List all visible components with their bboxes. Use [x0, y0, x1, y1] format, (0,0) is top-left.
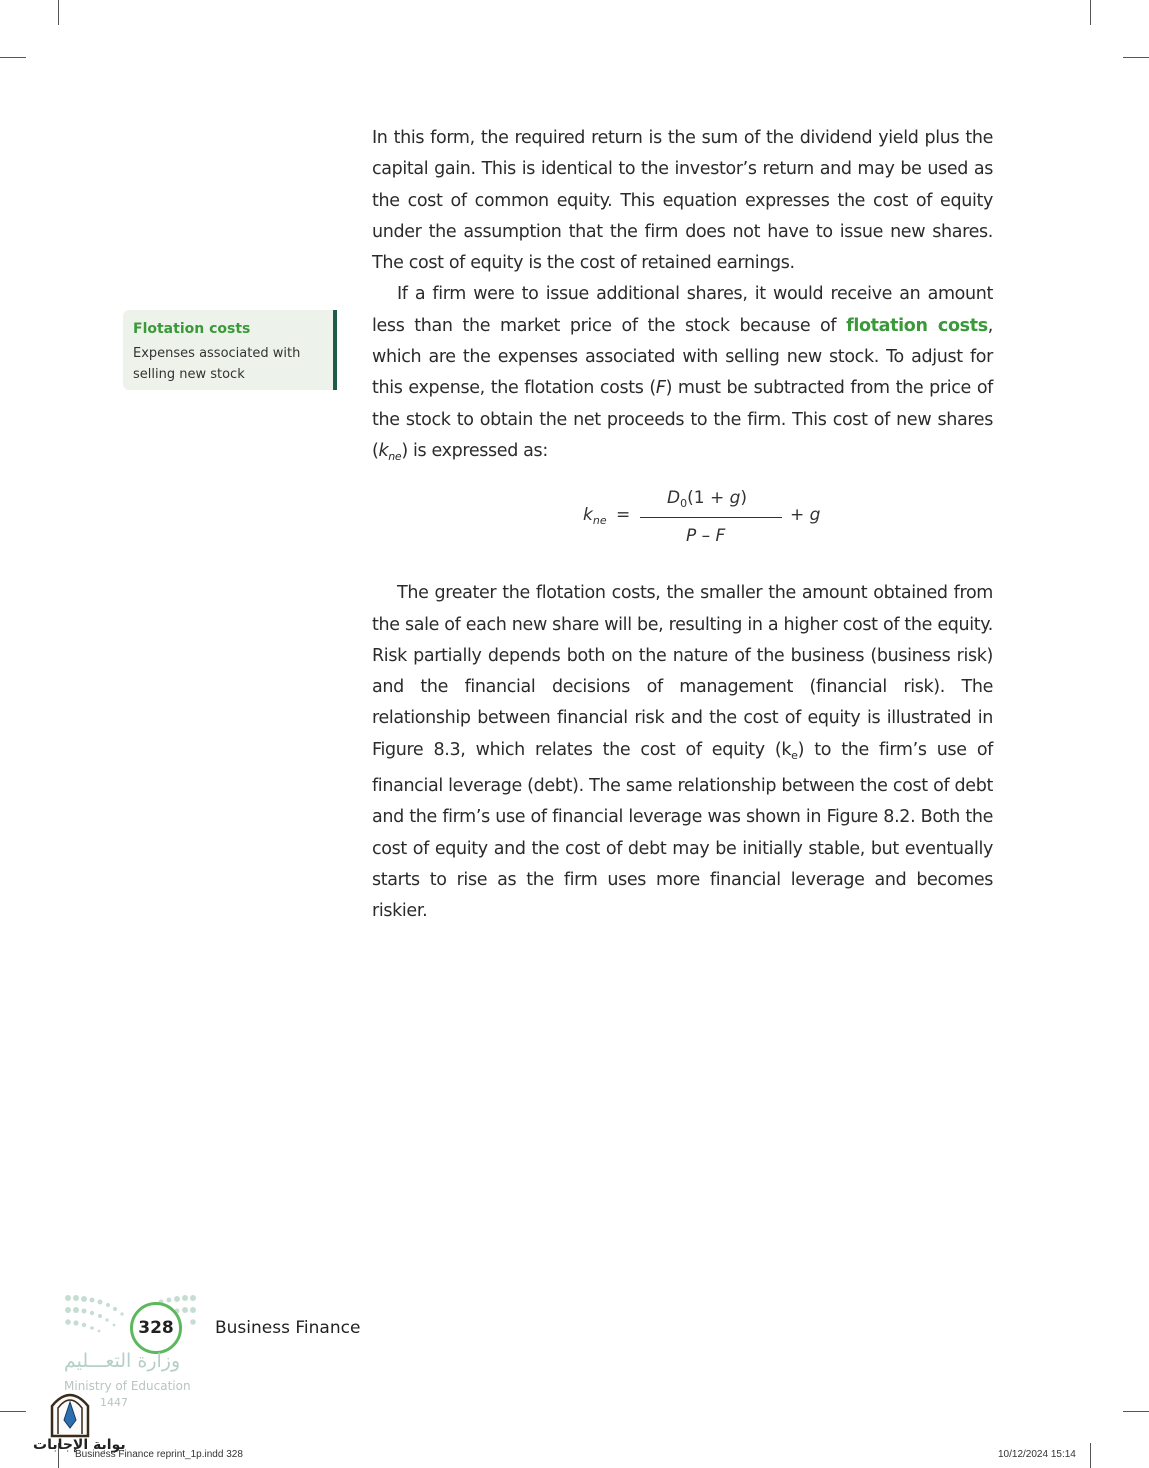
- watermark-text: بوابة الإجابات: [33, 1437, 126, 1453]
- crop-mark-bottom-right: [1090, 1443, 1091, 1468]
- formula-D: D: [667, 488, 681, 508]
- paragraph-3: [372, 578, 993, 927]
- paragraph-2: [372, 279, 993, 472]
- crop-mark-left-top: [0, 57, 26, 58]
- book-title: Business Finance: [215, 1318, 361, 1338]
- formula-equals: =: [616, 505, 631, 525]
- page-number: 328: [130, 1302, 182, 1354]
- formula-fraction-bar: [640, 517, 782, 518]
- formula-denominator: P – F: [686, 526, 726, 546]
- formula-cost-of-new-shares: [580, 482, 840, 552]
- sidebar-desc-line-2: selling new stock: [133, 367, 245, 382]
- formula-num-b: ): [740, 488, 748, 508]
- formula-lhs: [583, 505, 607, 527]
- sidebar-desc-line-1: Expenses associated with: [133, 346, 301, 361]
- paragraph-2-text-d: ) is expressed as:: [401, 440, 548, 461]
- print-slug-file: Business Finance reprint_1p.indd 328: [75, 1449, 243, 1460]
- formula-numerator: [667, 488, 747, 510]
- sidebar-definition: [123, 310, 337, 390]
- ministry-name-arabic: وزارة التعـــليم: [64, 1350, 181, 1372]
- formula-0: 0: [680, 497, 688, 510]
- formula-g: g: [809, 505, 821, 525]
- paragraph-3-text-b: ) to the firm’s use of financial leverage (debt). The same relationship between the cost of debt and the firm’s use of financial leverage was shown in Figure 8.2. Both the cost of equity and the cost of debt may be initially stable, but eventually starts to rise as the firm uses more financial leverage and becomes riskier.: [372, 739, 993, 922]
- subscript-e: e: [791, 748, 798, 762]
- formula-ne: ne: [592, 514, 607, 527]
- sidebar-description: [133, 343, 333, 385]
- sidebar-title: Flotation costs: [133, 321, 251, 337]
- paragraph-1: In this form, the required return is the sum of the dividend yield plus the capital gain. This is identical to the investor’s return and may be used as the cost of common equity. This equation expresses the cost of equity under the assumption that the firm does not have to issue new shares. The cost of equity is the cost of retained earnings.: [372, 128, 993, 274]
- print-slug-date: 10/12/2024 15:14: [998, 1449, 1076, 1460]
- formula-k: k: [583, 505, 593, 525]
- crop-mark-right-bottom: [1123, 1411, 1149, 1412]
- formula-num-g: g: [729, 488, 741, 508]
- subscript-ne: ne: [388, 449, 402, 463]
- crop-mark-right-top: [1123, 57, 1149, 58]
- crop-mark-top-left: [58, 0, 59, 25]
- paragraph-3-text-a: The greater the flotation costs, the smaller the amount obtained from the sale of each new share will be, resulting in a higher cost of the equity. Risk partially depends both on the nature of the business (business risk) and the financial decisions of management (financial risk). The relationship between financial risk and the cost of equity is illustrated in Figure 8.3, which relates the cost of equity (k: [372, 583, 993, 760]
- symbol-k: k: [378, 440, 389, 461]
- paragraph-2-text-c: ) must be subtracted from the price of the stock to obtain the net proceeds to the firm. This cost of new shares (: [372, 378, 993, 461]
- ministry-year: 1447: [100, 1396, 128, 1409]
- paragraph-2-text-a: If a firm were to issue additional shares, it would receive an amount less than the market price of the stock because of: [372, 284, 993, 336]
- watermark-emblem-icon: [48, 1388, 92, 1438]
- ministry-name-english: Ministry of Education: [64, 1379, 191, 1393]
- formula-plus: +: [790, 505, 810, 525]
- crop-mark-left-bottom: [0, 1411, 26, 1412]
- paragraph-2-text-b: , which are the expenses associated with selling new stock. To adjust for this expense, the flotation costs (: [372, 315, 993, 399]
- symbol-F: F: [655, 378, 666, 399]
- crop-mark-top-right: [1090, 0, 1091, 25]
- term-flotation-costs: flotation costs: [846, 315, 988, 336]
- formula-num-a: (1 +: [687, 488, 730, 508]
- formula-plus-g: [790, 505, 820, 525]
